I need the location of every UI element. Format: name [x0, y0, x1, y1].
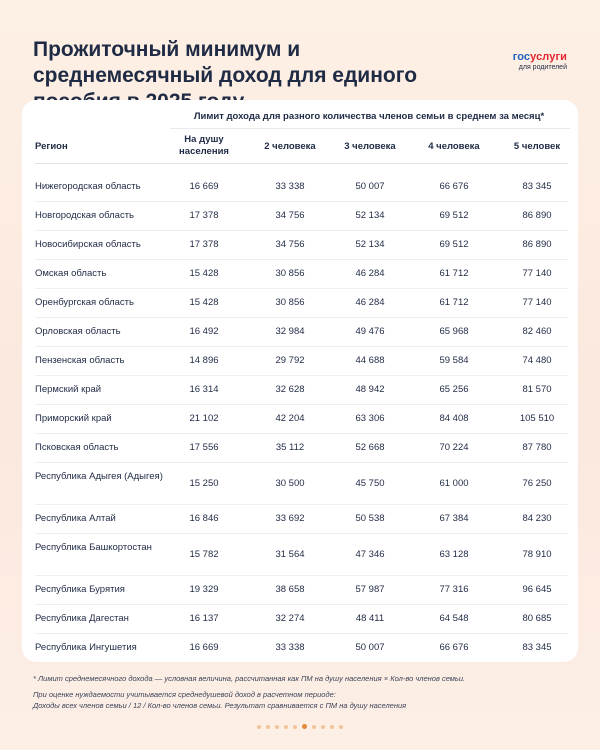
table-row	[22, 180, 578, 193]
value-cell: 78 910	[522, 548, 552, 560]
column-header-region: Регион	[35, 141, 68, 152]
table-group-header: Лимит дохода для разного количества членов семьи в среднем за месяц*	[193, 111, 545, 122]
row-divider	[35, 433, 568, 434]
value-cell: 49 476	[355, 326, 385, 337]
value-cell: 86 890	[522, 210, 552, 221]
footnote-assessment: При оценке нуждаемости учитывается среднедушевой доход в расчетном периоде:	[33, 690, 336, 699]
value-cell: 50 007	[355, 181, 385, 192]
value-cell: 69 512	[439, 210, 469, 221]
value-cell: 16 137	[189, 613, 219, 624]
value-cell: 84 230	[522, 513, 552, 524]
value-cell: 82 460	[522, 326, 552, 337]
region-cell: Оренбургская область	[35, 297, 134, 308]
value-cell: 17 378	[189, 210, 219, 221]
divider	[170, 128, 570, 129]
pagination-dot[interactable]	[302, 724, 307, 729]
value-cell: 64 548	[439, 613, 469, 624]
value-cell: 87 780	[522, 442, 552, 453]
logo-subtitle: для родителей	[518, 64, 567, 71]
value-cell: 50 007	[355, 642, 385, 653]
value-cell: 63 128	[439, 548, 469, 560]
value-cell: 52 668	[355, 442, 385, 453]
value-cell: 34 756	[275, 239, 305, 250]
value-cell: 14 896	[189, 355, 219, 366]
region-cell: Орловская область	[35, 326, 121, 337]
value-cell: 105 510	[519, 413, 555, 424]
table-row	[22, 583, 578, 596]
region-cell: Республика Алтай	[35, 513, 116, 524]
value-cell: 15 250	[189, 477, 219, 489]
region-cell: Республика Дагестан	[35, 613, 129, 624]
region-cell: Новгородская область	[35, 210, 134, 221]
logo-wordmark	[513, 51, 567, 63]
page-title: Прожиточный минимум и среднемесячный доход для единого	[33, 38, 418, 87]
value-cell: 31 564	[275, 548, 305, 560]
table-row	[22, 512, 578, 525]
row-divider	[35, 575, 568, 576]
value-cell: 46 284	[355, 297, 385, 308]
value-cell: 35 112	[275, 442, 305, 453]
table-row	[22, 296, 578, 309]
column-header-per-capita: На душу населения	[179, 134, 229, 157]
column-header-4-people: 4 человека	[428, 141, 480, 152]
footnote-limit: * Лимит среднемесячного дохода — условная величина, рассчитанная как ПМ на душу населения × Кол-во членов семьи.	[33, 674, 466, 683]
pagination-dot[interactable]	[266, 725, 270, 729]
logo-part-2: услуги	[530, 51, 567, 63]
pagination-dots	[0, 724, 600, 729]
region-cell: Республика Ингушетия	[35, 642, 137, 653]
footnote-formula: Доходы всех членов семьи / 12 / Кол-во членов семьи. Результат сравнивается с ПМ на душу населения	[33, 701, 407, 710]
value-cell: 30 500	[275, 477, 305, 489]
value-cell: 29 792	[275, 355, 305, 366]
table-row	[22, 641, 578, 654]
row-divider	[35, 504, 568, 505]
value-cell: 67 384	[439, 513, 469, 524]
value-cell: 16 492	[189, 326, 219, 337]
value-cell: 66 676	[439, 642, 469, 653]
value-cell: 16 669	[189, 642, 219, 653]
region-cell: Республика Бурятия	[35, 584, 125, 595]
income-table-card	[22, 100, 578, 662]
gosuslugi-logo	[513, 51, 567, 71]
value-cell: 15 428	[189, 297, 219, 308]
row-divider	[35, 375, 568, 376]
row-divider	[35, 346, 568, 347]
region-cell: Омская область	[35, 268, 107, 279]
pagination-dot[interactable]	[284, 725, 288, 729]
region-cell: Псковская область	[35, 442, 119, 453]
value-cell: 63 306	[355, 413, 385, 424]
value-cell: 21 102	[189, 413, 219, 424]
region-cell: Нижегородская область	[35, 181, 141, 192]
value-cell: 17 378	[189, 239, 219, 250]
row-divider	[35, 533, 568, 534]
pagination-dot[interactable]	[312, 725, 316, 729]
value-cell: 47 346	[355, 548, 385, 560]
value-cell: 70 224	[439, 442, 469, 453]
row-divider	[35, 259, 568, 260]
value-cell: 65 968	[439, 326, 469, 337]
value-cell: 66 676	[439, 181, 469, 192]
row-divider	[35, 462, 568, 463]
value-cell: 34 756	[275, 210, 305, 221]
value-cell: 30 856	[275, 297, 305, 308]
column-header-3-people: 3 человека	[344, 141, 396, 152]
value-cell: 32 274	[275, 613, 305, 624]
value-cell: 80 685	[522, 613, 552, 624]
value-cell: 61 712	[439, 297, 469, 308]
table-row	[22, 354, 578, 367]
value-cell: 33 692	[275, 513, 305, 524]
table-row	[22, 238, 578, 251]
value-cell: 52 134	[355, 239, 385, 250]
value-cell: 77 140	[522, 297, 552, 308]
value-cell: 76 250	[522, 477, 552, 489]
logo-part-1: гос	[512, 51, 531, 63]
value-cell: 69 512	[439, 239, 469, 250]
row-divider	[35, 288, 568, 289]
value-cell: 33 338	[275, 181, 305, 192]
row-divider	[35, 201, 568, 202]
row-divider	[35, 404, 568, 405]
value-cell: 15 782	[189, 548, 219, 560]
header-divider	[35, 163, 568, 164]
value-cell: 30 856	[275, 268, 305, 279]
value-cell: 59 584	[439, 355, 469, 366]
value-cell: 44 688	[355, 355, 385, 366]
table-row	[22, 541, 578, 567]
value-cell: 16 846	[189, 513, 219, 524]
value-cell: 86 890	[522, 239, 552, 250]
value-cell: 96 645	[522, 584, 552, 595]
value-cell: 77 140	[522, 268, 552, 279]
value-cell: 61 000	[439, 477, 469, 489]
value-cell: 84 408	[439, 413, 469, 424]
region-cell: Республика Адыгея (Адыгея)	[35, 471, 163, 482]
value-cell: 15 428	[189, 268, 219, 279]
pagination-dot[interactable]	[330, 725, 334, 729]
value-cell: 32 628	[275, 384, 305, 395]
value-cell: 32 984	[275, 326, 305, 337]
table-row	[22, 383, 578, 396]
value-cell: 45 750	[355, 477, 385, 489]
value-cell: 16 669	[189, 181, 219, 192]
pagination-dot[interactable]	[275, 725, 279, 729]
pagination-dot[interactable]	[339, 725, 343, 729]
value-cell: 33 338	[275, 642, 305, 653]
value-cell: 57 987	[355, 584, 385, 595]
pagination-dot[interactable]	[321, 725, 325, 729]
value-cell: 83 345	[522, 642, 552, 653]
pagination-dot[interactable]	[293, 725, 297, 729]
region-cell: Республика Башкортостан	[35, 542, 152, 553]
region-cell: Пермский край	[35, 384, 102, 395]
table-row	[22, 209, 578, 222]
row-divider	[35, 633, 568, 634]
table-row	[22, 325, 578, 338]
value-cell: 48 411	[355, 613, 385, 624]
value-cell: 61 712	[439, 268, 469, 279]
region-cell: Пензенская область	[35, 355, 125, 366]
table-row	[22, 267, 578, 280]
value-cell: 48 942	[355, 384, 385, 395]
region-cell: Новосибирская область	[35, 239, 141, 250]
value-cell: 46 284	[355, 268, 385, 279]
table-row	[22, 412, 578, 425]
value-cell: 17 556	[189, 442, 219, 453]
value-cell: 42 204	[275, 413, 305, 424]
table-row	[22, 441, 578, 454]
value-cell: 52 134	[355, 210, 385, 221]
region-cell: Приморский край	[35, 413, 112, 424]
value-cell: 50 538	[355, 513, 385, 524]
value-cell: 16 314	[189, 384, 219, 395]
column-header-2-people: 2 человека	[264, 141, 316, 152]
value-cell: 74 480	[522, 355, 552, 366]
value-cell: 83 345	[522, 181, 552, 192]
value-cell: 19 329	[189, 584, 219, 595]
pagination-dot[interactable]	[257, 725, 261, 729]
value-cell: 77 316	[439, 584, 469, 595]
value-cell: 81 570	[522, 384, 552, 395]
value-cell: 65 256	[439, 384, 469, 395]
table-row	[22, 470, 578, 496]
value-cell: 38 658	[275, 584, 305, 595]
row-divider	[35, 230, 568, 231]
footnotes	[33, 673, 573, 711]
row-divider	[35, 604, 568, 605]
table-row	[22, 612, 578, 625]
row-divider	[35, 317, 568, 318]
column-header-5-people: 5 человек	[513, 141, 561, 152]
